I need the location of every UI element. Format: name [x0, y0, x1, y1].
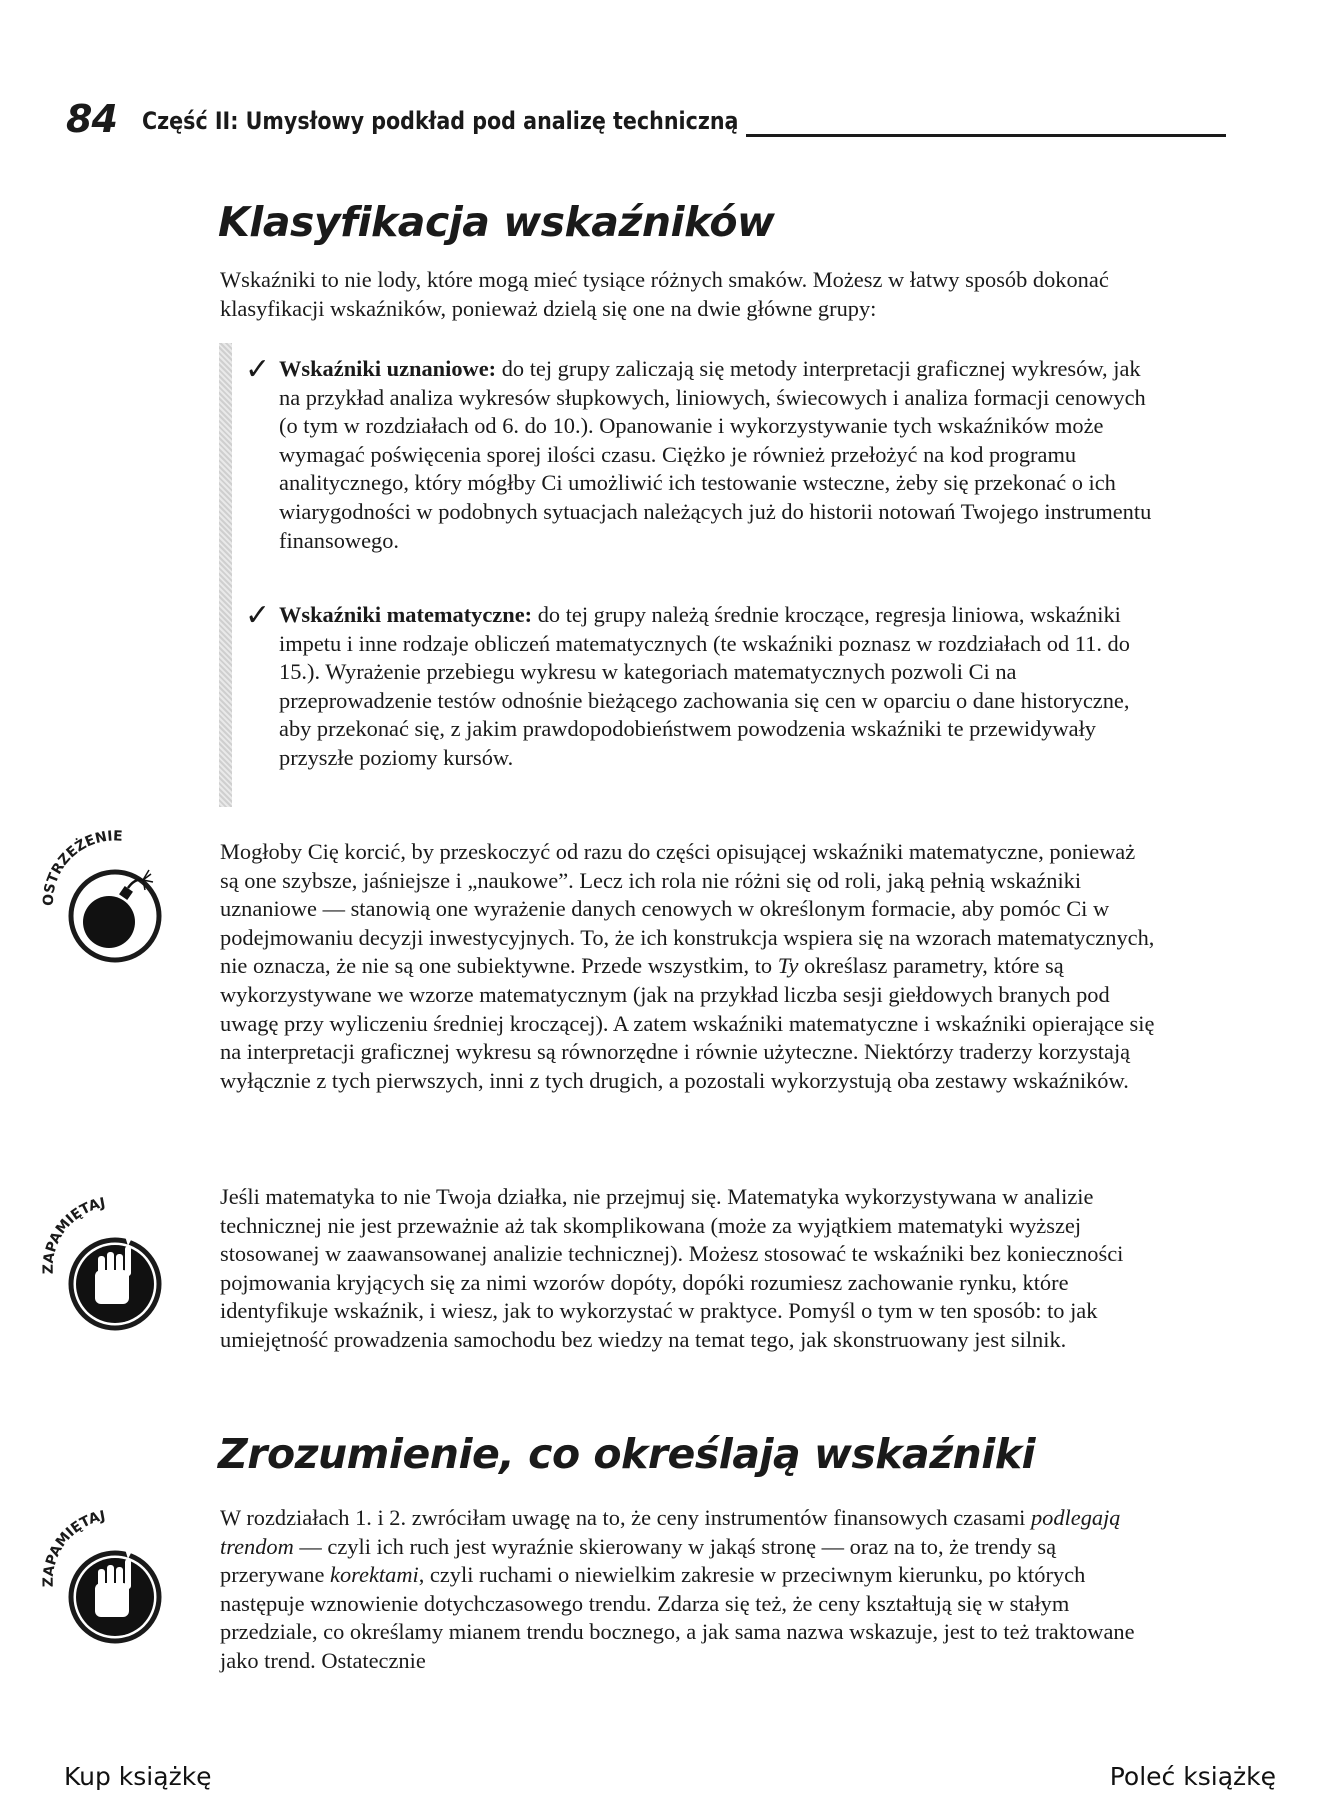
checkmark-icon: ✓	[245, 352, 271, 387]
remember-icon-label: ZAPAMIĘTAJ	[40, 1508, 107, 1588]
page-header	[66, 96, 1166, 146]
section-heading-classification: Klasyfikacja wskaźników	[218, 198, 775, 246]
section-heading-understanding: Zrozumienie, co określają wskaźniki	[218, 1430, 1036, 1478]
checkmark-icon: ✓	[245, 598, 271, 633]
warning-icon-label: OSTRZEŻENIE	[40, 828, 123, 907]
bullet-term: Wskaźniki matematyczne:	[279, 602, 533, 627]
bullet-text	[279, 601, 1157, 773]
trend-text: W rozdziałach 1. i 2. zwróciłam uwagę na to, że ceny instrumentów finansowych czasami podlegają trendom — czyli ich ruch jest wyraźnie skierowany w jakąś stronę — oraz na to, że trendy są przerywane korektami, czyli ruchami o niewielkim zakresie w przeciwnym kierunku, po których następuje wznowienie dotychczasowego trendu. Zdarza się też, że ceny kształtują się w stałym przedziale, co określamy mianem trendu bocznego, a jak sama nazwa wskazuje, jest to też traktowane jako trend. Ostatecznie	[220, 1505, 1135, 1673]
bullet-body: do tej grupy należą średnie kroczące, regresja liniowa, wskaźniki impetu i inne rodzaje obliczeń matematycznych (te wskaźniki poznasz w rozdziałach od 11. do 15.). Wyrażenie przebiegu wykresu w kategoriach matematycznych pozwoli Ci na przeprowadzenie testów odnośnie bieżącego zachowania się cen w oparciu o dane historyczne, aby przekonać się, z jakim prawdopodobieństwem powodzenia wskaźniki te przewidywały przyszłe poziomy kursów.	[279, 602, 1130, 770]
list-item	[245, 352, 1157, 555]
remember-text: Jeśli matematyka to nie Twoja działka, nie przejmuj się. Matematyka wykorzystywana w analizie technicznej nie jest przeważnie aż tak skomplikowana (może za wyjątkiem matematyki wyższej stosowanej w zaawansowanej analizie technicznej). Możesz stosować te wskaźniki bez konieczności pojmowania kryjących się za nimi wzorów dopóty, dopóki rozumiesz zachowanie rynku, które identyfikuje wskaźnik, i wiesz, jak to wykorzystać w praktyce. Pomyśl o tym w ten sposób: to jak umiejętność prowadzenia samochodu bez wiedzy na temat tego, jak skonstruowany jest silnik.	[220, 1184, 1124, 1352]
bullet-side-bar	[219, 343, 232, 807]
warning-text: Mogłoby Cię korcić, by przeskoczyć od razu do części opisującej wskaźniki matematyczne, ponieważ są one szybsze, jaśniejsze i „naukowe”. Lecz ich rola nie różni się od roli, jaką pełnią wskaźniki uznaniowe — stanowią one wyrażenie danych cenowych w określonym formacie, aby pomóc Ci w podejmowaniu decyzji inwestycyjnych. To, że ich konstrukcja wspiera się na wzorach matematycznych, nie oznacza, że nie są one subiektywne. Przede wszystkim, to Ty określasz parametry, które są wykorzystywane we wzorze matematycznym (jak na przykład liczba sesji giełdowych branych pod uwagę przy wyliczeniu średniej kroczącej). A zatem wskaźniki matematyczne i wskaźniki opierające się na interpretacji graficznej wykresu są równorzędne i równie użyteczne. Niektórzy traderzy korzystają wyłącznie z tych pierwszych, inni z tych drugich, a pozostali wykorzystują oba zestawy wskaźników.	[220, 839, 1155, 1093]
recommend-book-link[interactable]: Poleć książkę	[1109, 1762, 1276, 1791]
warning-paragraph	[220, 838, 1155, 1095]
header-rule	[746, 134, 1226, 137]
intro-text: Wskaźniki to nie lody, które mogą mieć tysiące różnych smaków. Możesz w łatwy sposób dokonać klasyfikacji wskaźników, ponieważ dzielą się one na dwie główne grupy:	[220, 267, 1109, 321]
running-title: Część II: Umysłowy podkład pod analizę techniczną	[142, 107, 739, 135]
list-item	[245, 598, 1157, 773]
remember-paragraph	[220, 1183, 1155, 1355]
trend-paragraph	[220, 1504, 1155, 1676]
page-number: 84	[66, 97, 117, 141]
warning-icon	[35, 826, 185, 966]
intro-paragraph	[220, 266, 1155, 323]
buy-book-link[interactable]: Kup książkę	[64, 1762, 212, 1791]
bullet-text	[279, 355, 1157, 555]
remember-icon-label: ZAPAMIĘTAJ	[40, 1195, 107, 1275]
remember-icon	[35, 1505, 185, 1645]
bullet-body: do tej grupy zaliczają się metody interpretacji graficznej wykresów, jak na przykład analiza wykresów słupkowych, liniowych, świecowych i analiza formacji cenowych (o tym w rozdziałach od 6. do 10.). Opanowanie i wykorzystywanie tych wskaźników może wymagać poświęcenia sporej ilości czasu. Ciężko je również przełożyć na kod programu analitycznego, który mógłby Ci umożliwić ich testowanie wsteczne, żeby się przekonać o ich wiarygodności w podobnych sytuacjach należących już do historii notowań Twojego instrumentu finansowego.	[279, 356, 1152, 553]
bullet-term: Wskaźniki uznaniowe:	[279, 356, 497, 381]
remember-icon	[35, 1192, 185, 1332]
